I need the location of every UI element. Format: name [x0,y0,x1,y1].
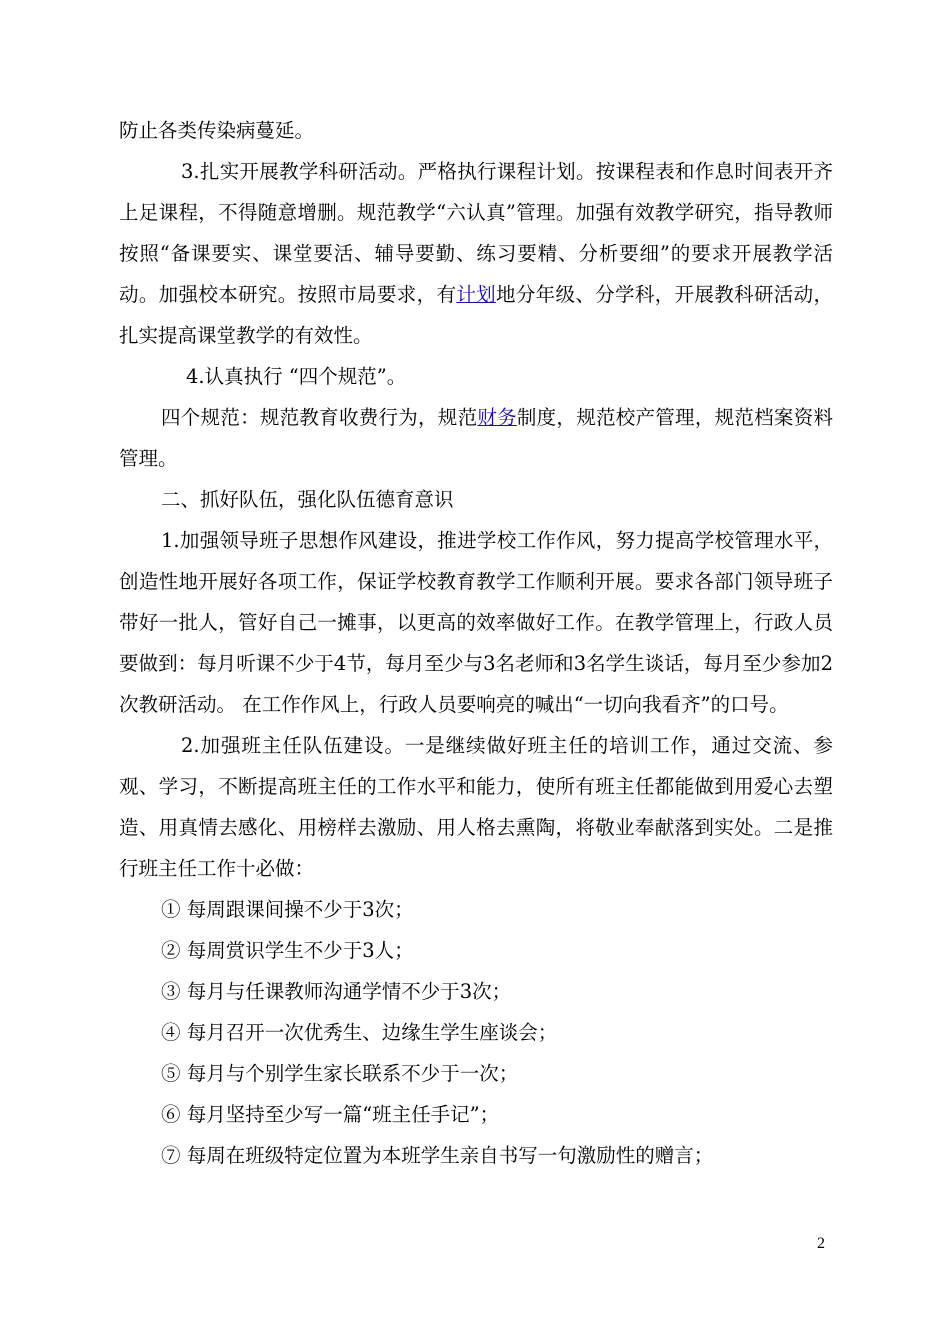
paragraph-head-teachers: 2.加强班主任队伍建设。一是继续做好班主任的培训工作，通过交流、参观、学习，不断提高班主任的工作水平和能力，使所有班主任都能做到用爱心去塑造、用真情去感化、用榜样去激励、用人格去熏陶，将敬业奉献落到实处。二是推行班主任工作十必做： [119,734,833,880]
four-norms-tail: 制度，规范校产管理，规范档案资料管理。 [119,406,833,470]
teaching-research-text: 3.扎实开展教学科研活动。严格执行课程计划。按课程表和作息时间表开齐上足课程，不得随意增删。规范教学“六认真”管理。加强有效教学研究，指导教师按照“备课要实、课堂要活、辅导要勤、练习要精、分析要细”的要求开展教学活动。加强校本研究。按照市局要求，有 [119,160,833,306]
list-item: ③ 每月与任课教师沟通学情不少于3次； [161,980,512,1003]
list-item: ① 每周跟课间操不少于3次； [161,898,414,921]
plan-link[interactable]: 计划 [456,283,496,306]
list-item: ⑥ 每月坚持至少写一篇“班主任手记”； [161,1103,500,1126]
section-heading-team: 二、抓好队伍，强化队伍德育意识 [161,488,454,511]
list-item: ④ 每月召开一次优秀生、边缘生学生座谈会； [161,1021,558,1044]
page-number: 2 [817,1235,825,1252]
document-body [119,110,833,1176]
list-item: ② 每周赏识学生不少于3人； [161,939,414,962]
paragraph-four-norms [119,397,833,479]
four-norms-text: 四个规范：规范教育收费行为，规范 [161,406,478,429]
paragraph-epidemic-end: 防止各类传染病蔓延。 [119,119,315,142]
paragraph-teaching-research [119,151,833,356]
ten-must-do-list [119,889,833,1176]
finance-link[interactable]: 财务 [477,406,517,429]
list-item: ⑦ 每周在班级特定位置为本班学生亲自书写一句激励性的赠言； [161,1144,714,1167]
teaching-research-tail: 地分年级、分学科，开展教科研活动，扎实提高课堂教学的有效性。 [119,283,833,347]
paragraph-four-norms-heading: 4.认真执行 “四个规范”。 [186,365,407,388]
list-item: ⑤ 每月与个别学生家长联系不少于一次； [161,1062,519,1085]
paragraph-leadership: 1.加强领导班子思想作风建设，推进学校工作作风，努力提高学校管理水平，创造性地开展好各项工作，保证学校教育教学工作顺利开展。要求各部门领导班子带好一批人，管好自己一摊事，以更高的效率做好工作。在教学管理上，行政人员要做到：每月听课不少于4节，每月至少与3名老师和3名学生谈话，每月至少参加2次教研活动。 在工作作风上，行政人员要响亮的喊出“一切向我看齐”的口号。 [119,529,833,716]
